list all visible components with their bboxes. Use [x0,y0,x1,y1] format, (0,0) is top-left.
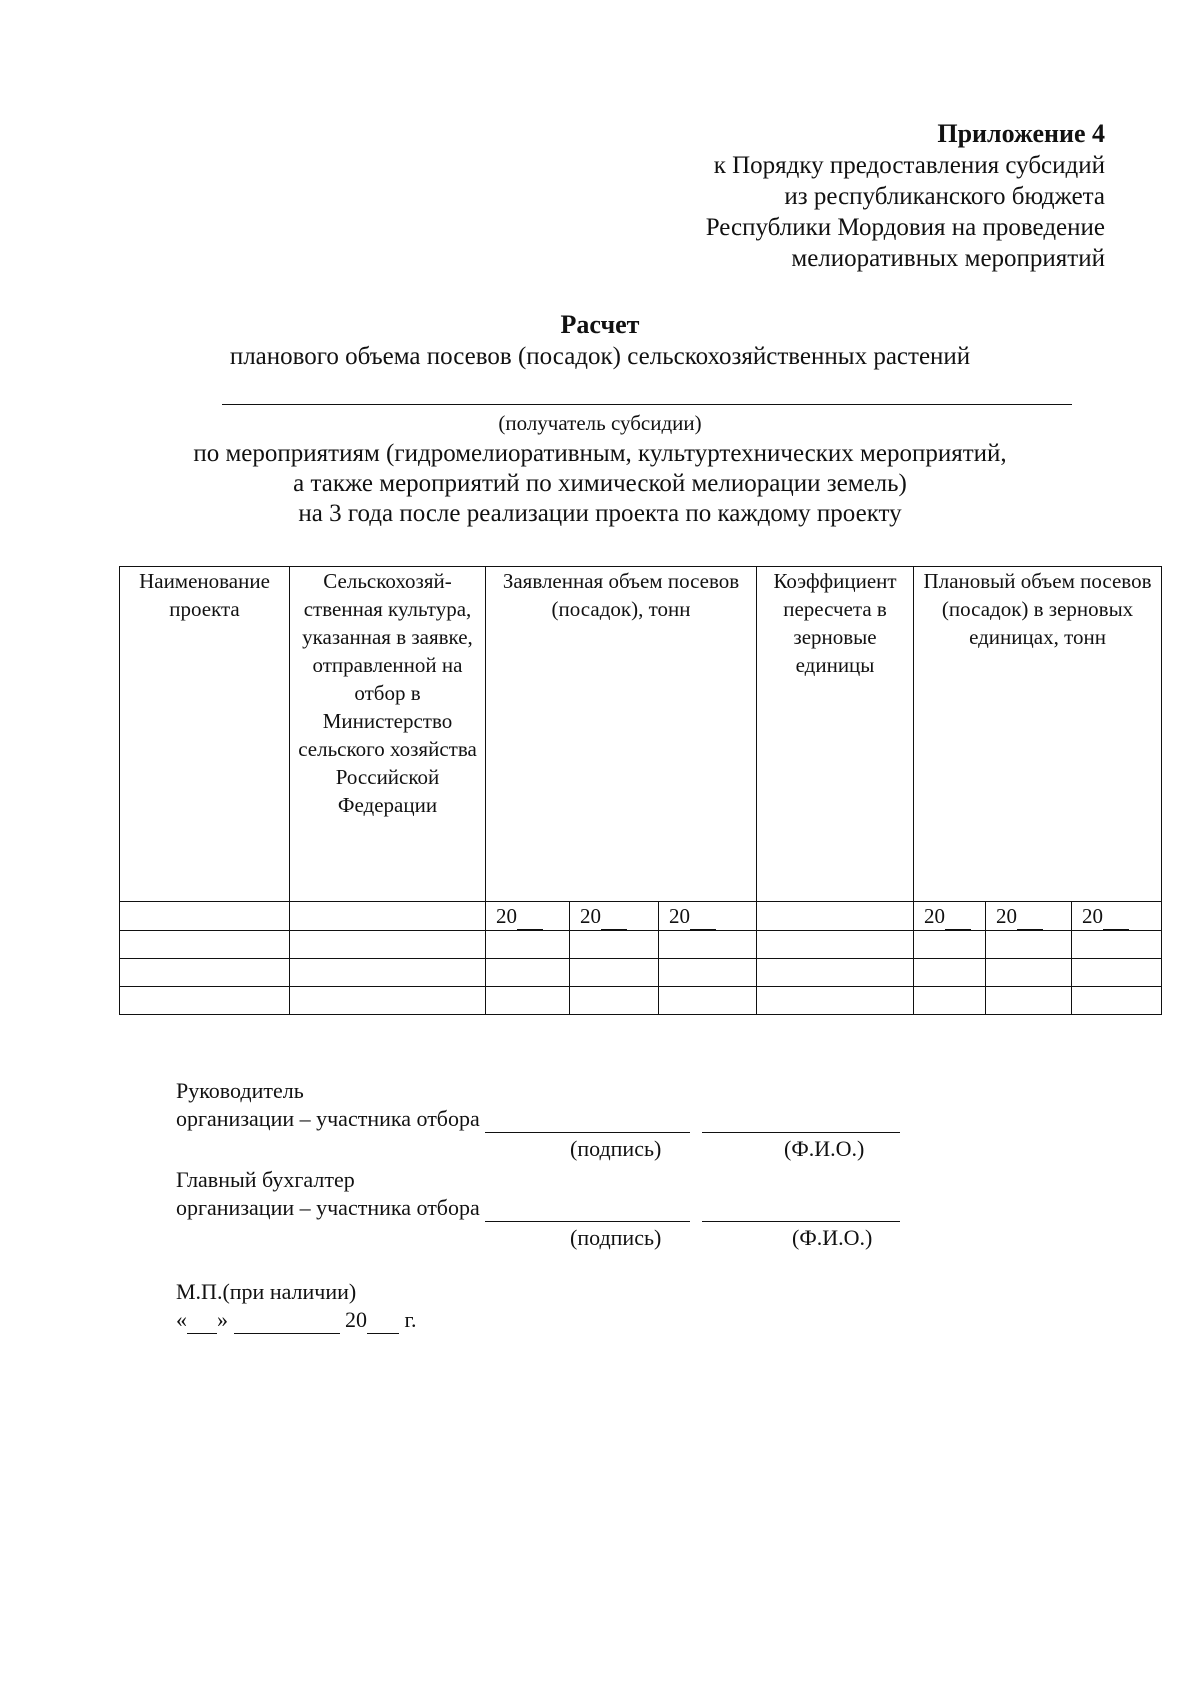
calculation-table [119,566,1162,1015]
appendix-block [505,118,1105,274]
appendix-line: Республики Мордовия на проведение [705,214,1105,241]
appendix-title: Приложение 4 [937,119,1105,148]
year-blank [1103,909,1129,930]
accountant-title: Главный бухгалтер [176,1167,355,1192]
year-prefix: 20 [496,904,517,928]
date-suffix: г. [404,1307,417,1332]
table-row [120,987,1162,1015]
description-line: на 3 года после реализации проекта по каждому проекту [298,500,902,527]
head-signature-blank[interactable] [485,1108,690,1133]
header-project-name: Наименование проекта [120,567,290,902]
description-block [0,439,1200,529]
appendix-line: к Порядку предоставления субсидий [713,152,1105,179]
head-org-label: организации – участника отбора [176,1106,480,1131]
year-blank [517,909,543,930]
year-cell [659,902,757,931]
head-name-blank[interactable] [702,1108,900,1133]
year-cell [914,902,986,931]
document-title: Расчет [560,310,640,339]
accountant-org-line [176,1194,900,1222]
year-cell [986,902,1072,931]
head-name-caption: (Ф.И.О.) [784,1136,865,1161]
year-prefix: 20 [996,904,1018,928]
accountant-org-label: организации – участника отбора [176,1195,480,1220]
year-blank [690,909,716,930]
date-open-quote: « [176,1307,187,1332]
date-year-prefix: 20 [345,1307,367,1332]
date-year-blank[interactable] [367,1309,399,1334]
year-blank [601,909,627,930]
description-line: а также мероприятий по химической мелиорации земель) [293,470,907,497]
accountant-name-blank[interactable] [702,1197,900,1222]
recipient-blank-line [222,404,1072,405]
document-subtitle: планового объема посевов (посадок) сельскохозяйственных растений [229,343,971,370]
header-planned-volume: Плановый объем посевов (посадок) в зерновых единицах, тонн [914,567,1162,902]
table-cell [120,902,290,931]
seal-date-block [176,1278,417,1334]
table-header-row [120,567,1162,902]
header-coefficient: Коэффициент пересчета в зерновые единицы [757,567,914,902]
head-signature-block [176,1077,900,1133]
table-years-row [120,902,1162,931]
year-cell [486,902,570,931]
appendix-line: мелиоративных мероприятий [791,245,1105,272]
table-row [120,959,1162,987]
date-month-blank[interactable] [234,1309,340,1334]
head-org-line [176,1105,900,1133]
recipient-caption: (получатель субсидии) [498,411,702,435]
header-crop: Сельскохозяй-ственная культура, указанная в заявке, отправленной на отбор в Министерство сельского хозяйства Российской Федерации [290,567,486,902]
accountant-signature-block [176,1166,900,1222]
year-prefix: 20 [1082,904,1104,928]
seal-label: М.П.(при наличии) [176,1279,357,1304]
year-prefix: 20 [669,904,690,928]
accountant-signature-blank[interactable] [485,1197,690,1222]
year-cell [1072,902,1162,931]
description-line: по мероприятиям (гидромелиоративным, культуртехнических мероприятий, [193,440,1007,467]
header-declared-volume: Заявленная объем посевов (посадок), тонн [486,567,757,902]
table-row [120,931,1162,959]
head-signature-caption: (подпись) [570,1136,662,1161]
date-close-quote: » [217,1307,228,1332]
table-cell [290,902,486,931]
year-blank [945,909,971,930]
table-cell [757,902,914,931]
accountant-name-caption: (Ф.И.О.) [792,1225,873,1250]
date-line [176,1306,417,1334]
accountant-signature-caption: (подпись) [570,1225,662,1250]
date-day-blank[interactable] [187,1309,217,1334]
head-title: Руководитель [176,1078,304,1103]
appendix-line: из республиканского бюджета [784,183,1105,210]
year-prefix: 20 [580,904,601,928]
year-blank [1017,909,1043,930]
year-cell [570,902,659,931]
year-prefix: 20 [924,904,946,928]
